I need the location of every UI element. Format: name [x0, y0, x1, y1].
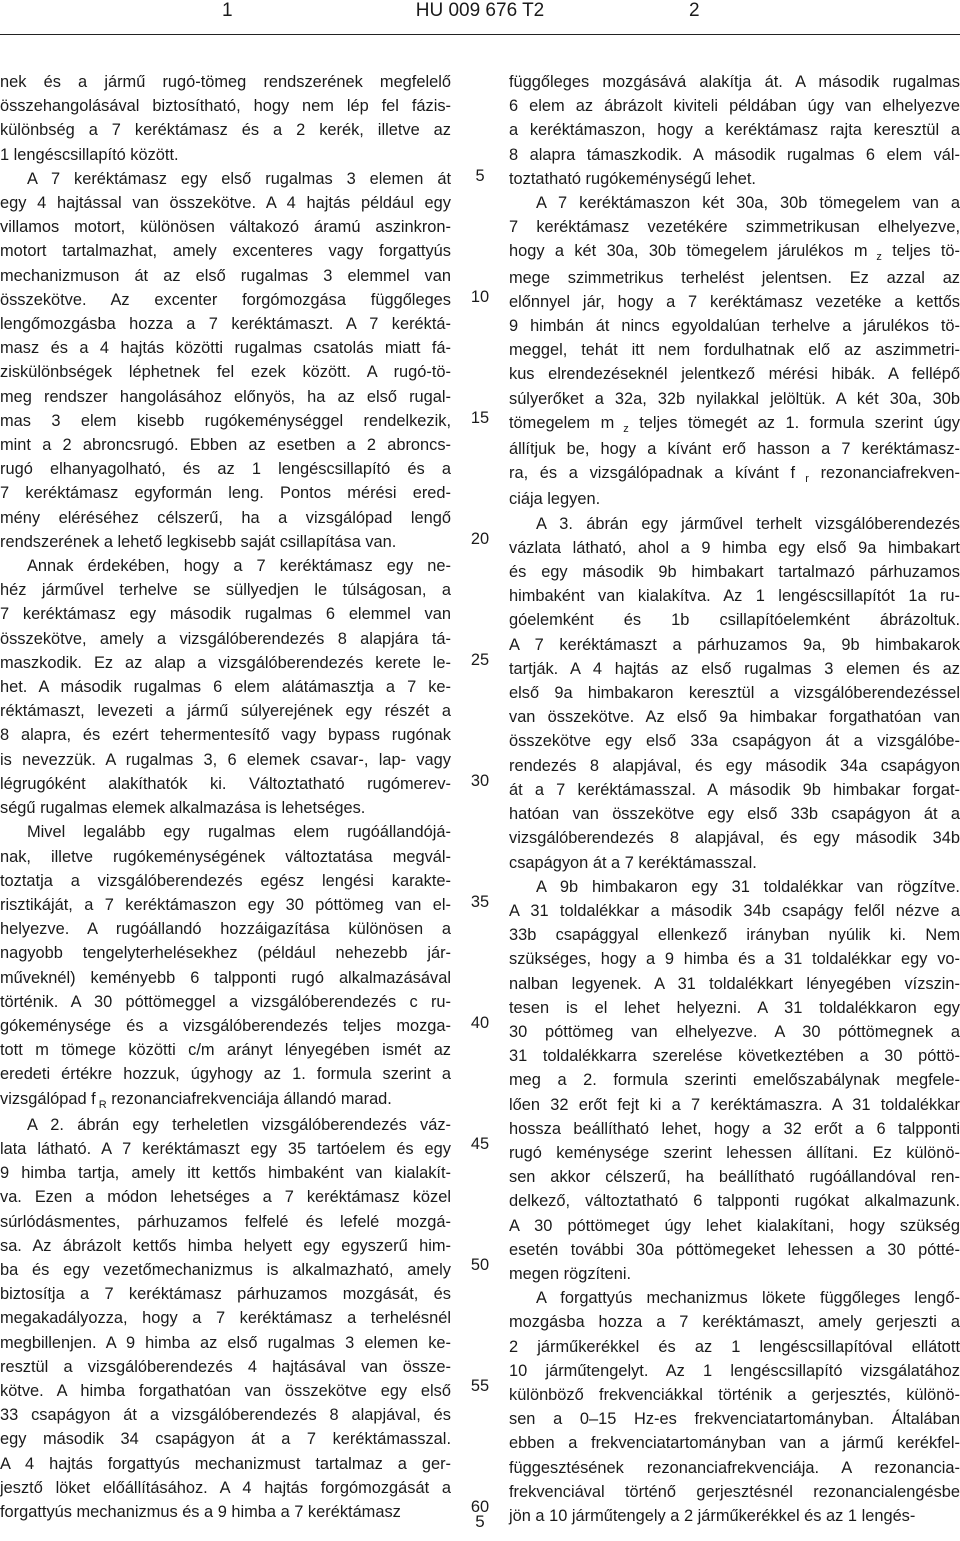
text-line: különböző frekvenciákkal történik a gerjesztés, különö-	[509, 1385, 960, 1404]
line-number: 35	[470, 892, 490, 911]
text-line: meg rendszer hangolásához előnyös, ha az első rugal-	[0, 387, 451, 406]
text-line: meg a 2. formula szerinti emelőszabálynak megfele-	[509, 1071, 960, 1090]
text-line: frekvenciával történő gerjesztésnél rezonancialengésbe	[509, 1482, 960, 1501]
text-line: A 7 keréktámaszon két 30a, 30b tömegelem van a	[536, 194, 960, 213]
text-line: sa. Az ábrázolt kettős himba helyett egy egyszerű him-	[0, 1236, 451, 1255]
text-line: jön a 10 járműtengely a 2 járműkerékkel és az 1 lengés-	[509, 1506, 916, 1525]
text-line: A 2. ábrán egy terheletlen vizsgálóberendezés váz-	[27, 1115, 451, 1134]
text-line: 8 alapra, és ezért tehermentesítő vagy bypass rugónak	[0, 726, 451, 745]
text-line: esetén további 30a póttömegeket lehessen a 30 pótté-	[509, 1240, 960, 1259]
text-line: tartják. A 4 hajtás az első rugalmas 3 elemen és az	[509, 659, 960, 678]
line-number: 60	[470, 1497, 490, 1516]
text-line: függesztésének rezonanciafrekvenciája. A rezonancia-	[509, 1458, 960, 1477]
text-line: megen rögzíteni.	[509, 1264, 632, 1283]
text-line: összekötve, amely a vizsgálóberendezés 8 alapjára tá-	[0, 629, 451, 648]
text-line: szükséges, hogy a 9 himba és a 31 toldalékkar egy vo-	[509, 950, 960, 969]
text-line: góelemként és 1b csillapítóelemként ábrázoltuk.	[509, 611, 960, 630]
text-line: gókeménysége és a vizsgálóberendezés teljes mozga-	[0, 1016, 451, 1035]
text-line: megakadályozza, hogy a 7 keréktámasz a terhelésnél	[0, 1309, 451, 1328]
text-line: 7 keréktámasz egyformán leng. Pontos mérési ered-	[0, 484, 451, 503]
subscript: R	[95, 1098, 107, 1111]
text-line: mas 3 elem kisebb rugókeménységgel rendelkezik,	[0, 411, 451, 430]
text-line: műveknél) keményebb 6 talpponti rugó alkalmazásával	[0, 968, 451, 987]
text-line: különbség a 7 keréktámasz és a 2 kerék, illetve az	[0, 121, 451, 140]
text-line: van összekötve. Az első 9a himbakar forgathatóan van	[509, 708, 960, 727]
line-number: 55	[470, 1376, 490, 1395]
text-line: rugó keménysége szerint lehessen állítani. Ez különö-	[509, 1143, 960, 1162]
text-line: A 9b himbakaron egy 31 toldalékkar van rögzítve.	[536, 877, 960, 896]
text-line: héz járművel terhelve se süllyedjen le túlságosan, a	[0, 581, 451, 600]
text-line: hossza beállítható lehet, hogy a 32 erőt a 6 talpponti	[509, 1119, 960, 1138]
text-line: 6 elem az ábrázolt kiviteli példában úgy van elhelyezve	[509, 97, 960, 116]
text-line: 7 keréktámasz egy második rugalmas 6 elemmel van	[0, 605, 451, 624]
text-line: lata látható. A 7 keréktámaszt egy 35 tartóelem és egy	[0, 1139, 451, 1158]
text-line: vizsgálóberendezés 8 alapjával, és egy második 34b	[509, 829, 960, 848]
text-line: Annak érdekében, hogy a 7 keréktámasz egy ne-	[27, 557, 451, 576]
text-line: előnnyel jár, hogy a 7 keréktámasz vezetéke a kettős	[509, 292, 960, 311]
line-number: 45	[470, 1134, 490, 1153]
text-line: A 3. ábrán egy járművel terhelt vizsgálóberendezés	[536, 514, 960, 533]
paragraph	[0, 554, 451, 820]
text-line: hatóan van összekötve egy első 33b csapágyon át a	[509, 805, 960, 824]
text-line: va. Ezen a módon lehetséges a 7 keréktámasz közel	[0, 1188, 451, 1207]
subscript: z	[614, 422, 629, 435]
text-line: rendszerének a lehető legkisebb saját csillapítása van.	[0, 532, 397, 551]
text-line: tömegelem m $_z$ teljes tömegét az 1. formula szerint úgy	[509, 413, 960, 435]
text-line: het. A második rugalmas 6 elem alátámasztja a 7 ke-	[0, 678, 451, 697]
text-line: első 9a himbakaron keresztül a vizsgálóberendezéssel	[509, 684, 960, 703]
paragraph	[0, 820, 451, 1112]
text-line: mény eléréséhez célszerű, ha a vizsgálópad lengő	[0, 508, 451, 527]
text-line: Mivel legalább egy rugalmas elem rugóállandójá-	[27, 823, 451, 842]
text-line: delkező, változtatható 6 talpponti rugókat alkalmazunk.	[509, 1192, 960, 1211]
right-page-number: 2	[689, 0, 700, 21]
text-line: tesen is el lehet helyezni. A 31 toldalékkaron egy	[509, 998, 960, 1017]
text-line: réktámaszt, levezeti a jármű súlyerejének egy részét a	[0, 702, 451, 721]
text-line: eredeti értékre hozzuk, úgyhogy az 1. formula szerint a	[0, 1065, 451, 1084]
text-line: 8 alapra támaszkodik. A második rugalmas 6 elem vál-	[509, 145, 960, 164]
paragraph	[509, 70, 960, 191]
text-line: A 30 póttömeget úgy lehet kialakítani, hogy szükség	[509, 1216, 960, 1235]
document-id: HU 009 676 T2	[415, 0, 545, 21]
text-line: A 31 toldalékkar a második 34b csapágy felől nézve a	[509, 901, 960, 920]
text-line: sen a 0–15 Hz-es frekvenciatartományban. Általában	[509, 1410, 960, 1429]
line-number: 25	[470, 650, 490, 669]
text-line: kötve. A himba forgathatóan van összekötve egy első	[0, 1381, 451, 1400]
text-line: mege szimmetrikus terhelést jelentsen. Ez azzal az	[509, 268, 960, 287]
text-line: történik. A 30 póttömeggel a vizsgálóberendezés c ru-	[0, 992, 451, 1011]
line-number: 20	[470, 529, 490, 548]
text-line: hogy a két 30a, 30b tömegelem járulékos m $_z$ teljes tö-	[509, 242, 960, 264]
line-number: 5	[475, 166, 485, 185]
line-number: 50	[470, 1255, 490, 1274]
text-line: légrugóként alakíthatók ki. Változtatható rugómerev-	[0, 774, 451, 793]
text-line: 30 póttömeg van elhelyezve. A 30 póttömegnek a	[509, 1022, 960, 1041]
text-line: mint a 2 abroncsrugó. Ebben az esetben a 2 abroncs-	[0, 436, 451, 455]
text-line: mozgásba hozza a 7 keréktámaszt, amely gerjeszti a	[509, 1313, 960, 1332]
text-line: villamos motort, különösen váltakozó áramú aszinkron-	[0, 218, 451, 237]
text-line: kus elrendezéseknél jelentkező mérési hibák. A fellépő	[509, 365, 960, 384]
text-line: csapágyon át a 7 keréktámasszal.	[509, 853, 757, 872]
text-line: 2 járműkerékkel és az 1 lengéscsillapítóval ellátott	[509, 1337, 960, 1356]
text-line: A 7 keréktámaszt a párhuzamos 9a, 9b himbakarok	[509, 635, 960, 654]
text-line: ra, és a vizsgálópadnak a kívánt f $_r$ rezonanciafrekven-	[509, 464, 960, 486]
text-line: megbillenjen. A 9 himba az első rugalmas 3 elemen ke-	[0, 1333, 451, 1352]
text-line: A 7 keréktámasz egy első rugalmas 3 elemen át	[27, 169, 451, 188]
page-header	[0, 0, 960, 30]
right-text-column	[509, 70, 960, 1528]
text-line: át a 7 keréktámasszal. A második 9b himbakar forgat-	[509, 780, 960, 799]
subscript: z	[867, 251, 882, 264]
text-line: himbaként van kialakítva. Az 1 lengéscsillapítót 1a ru-	[509, 587, 960, 606]
text-line: és egy második 9b himbakart tartalmazó párhuzamos	[509, 563, 960, 582]
line-number: 30	[470, 771, 490, 790]
text-line: A forgattyús mechanizmus lökete függőleges lengő-	[536, 1289, 960, 1308]
subscript: r	[795, 473, 809, 486]
text-line: a keréktámaszon, hogy a keréktámasz rajta keresztül a	[509, 121, 960, 140]
text-line: nek és a jármű rugó-tömeg rendszerének megfelelő	[0, 73, 451, 91]
text-line: állítjuk be, hogy a kívánt erő hasson a 7 keréktámasz-	[509, 440, 960, 459]
text-line: maszkodik. Ez az alap a vizsgálóberendezés kerete le-	[0, 653, 451, 672]
text-line: összekötve egy első 33a csapágyon át a vizsgálóbe-	[509, 732, 960, 751]
text-line: jesztő löket előállításához. A 4 hajtás forgómozgását a	[0, 1478, 451, 1497]
text-line: rendezés 8 alapjával, és egy második 34a csapágyon	[509, 756, 960, 775]
text-line: rugó elhanyagolható, és az 1 lengéscsillapító és a	[0, 460, 451, 479]
text-line: 33b csapággyal ellenkező irányban nyúlik ki. Nem	[509, 926, 960, 945]
text-line: ziskülönbségek léphetnek fel ezek között. A rugó-tö-	[0, 363, 451, 382]
text-line: risztikáját, a 7 keréktámaszon egy 30 póttömeg van el-	[0, 895, 451, 914]
line-number: 10	[470, 287, 490, 306]
line-number: 40	[470, 1013, 490, 1032]
text-line: vázlata látható, ahol a 9 himba egy első 9a himbakart	[509, 538, 960, 557]
text-line: nak, illetve rugókeménységének változtatása megvál-	[0, 847, 451, 866]
text-line: is nevezzük. A rugalmas 3, 6 elemek csavar-, lap- vagy	[0, 750, 451, 769]
text-line: 33 csapágyon át a vizsgálóberendezés 8 alapjával, és	[0, 1406, 451, 1425]
page-footer-number: 5	[475, 1512, 485, 1531]
text-line: ba és egy vezetőmechanizmus is alkalmazható, amely	[0, 1260, 451, 1279]
text-line: súrlódásmentes, párhuzamos felfelé és lefelé mozgá-	[0, 1212, 451, 1231]
text-line: forgattyús mechanizmus és a 9 himba a 7 keréktámasz	[0, 1502, 401, 1521]
text-line: masz és a 4 hajtás közötti rugalmas csatolás miatt fá-	[0, 339, 451, 358]
paragraph	[509, 191, 960, 512]
text-line: helyezve. A rugóállandó hozzáigazítása különösen a	[0, 920, 451, 939]
text-line: nagyobb tengelyterhelésekhez (például nehezebb jár-	[0, 944, 451, 963]
text-line: 7 keréktámasz vezetékére szimmetrikusan elhelyezve,	[509, 218, 960, 237]
text-line: lengőmozgásba hozza a 7 keréktámaszt. A 7 keréktá-	[0, 315, 451, 334]
text-line: sen akkor célszerű, ha beállítható rugóállandóval ren-	[509, 1168, 960, 1187]
text-line: összehangolásával biztosítható, hogy nem lép fel fázis-	[0, 97, 451, 116]
text-line: ségű rugalmas elemek alkalmazása is lehetséges.	[0, 799, 366, 818]
text-line: 9 himba tartja, amely itt kettős himbaként van kialakít-	[0, 1164, 451, 1183]
paragraph	[0, 167, 451, 554]
text-line: vizsgálópad f $_R$ rezonanciafrekvenciája állandó marad.	[0, 1089, 392, 1111]
left-page-number: 1	[222, 0, 233, 21]
text-line: egy 4 hajtással van összekötve. A 4 hajtás például egy	[0, 194, 451, 213]
text-line: motort tartalmazhat, amely excenteres vagy forgattyús	[0, 242, 451, 261]
text-line: nalban legyenek. A 31 toldalékkart lényegében vízszin-	[509, 974, 960, 993]
text-line: összekötve. Az excenter forgómozgása függőleges	[0, 290, 451, 309]
text-line: függőleges mozgásává alakítja át. A második rugalmas	[509, 73, 960, 91]
text-line: 9 himbán át nincs egyoldalúan terhelve a járulékos tö-	[509, 317, 960, 336]
text-line: 1 lengéscsillapító között.	[0, 145, 179, 164]
paragraph	[509, 1286, 960, 1528]
paragraph	[0, 1113, 451, 1524]
text-line: mechanizmuson át az első rugalmas 3 elemmel van	[0, 266, 451, 285]
text-line: súlyerőket a 32a, 32b nyilakkal jelöltük. A két 30a, 30b	[509, 389, 960, 408]
paragraph	[509, 512, 960, 875]
text-line: ebben a frekvenciatartományban van a jármű kerékfel-	[509, 1434, 960, 1453]
text-line: biztosítja a 7 keréktámasz párhuzamos mozgását, és	[0, 1285, 451, 1304]
text-line: egy második 34 csapágyon át a 7 keréktámasszal.	[0, 1430, 451, 1449]
text-line: lően 32 erőt fejt ki a 7 keréktámaszra. A 31 toldalékkar	[509, 1095, 960, 1114]
line-number: 15	[470, 408, 490, 427]
paragraph	[0, 70, 451, 167]
text-line: 31 toldalékkarra szerelése következtében a 30 póttö-	[509, 1047, 960, 1066]
left-text-column	[0, 70, 451, 1524]
text-line: A 4 hajtás forgattyús mechanizmust tartalmaz a ger-	[0, 1454, 451, 1473]
header-rule	[0, 34, 960, 35]
text-line: toztatja a vizsgálóberendezés egész lengési karakte-	[0, 871, 451, 890]
text-line: meggel, tehát itt nem fordulhatnak elő az aszimmetri-	[509, 341, 960, 360]
paragraph	[509, 875, 960, 1286]
text-line: ciája legyen.	[509, 490, 601, 509]
text-line: toztatható rugókeménységű lehet.	[509, 169, 756, 188]
text-line: 10 járműtengelyt. Az 1 lengéscsillapító vizsgálatához	[509, 1361, 960, 1380]
text-line: resztül a vizsgálóberendezés 4 hajtásával van össze-	[0, 1357, 451, 1376]
text-line: tott m tömege közötti c/m arányt lényegében ismét az	[0, 1041, 451, 1060]
